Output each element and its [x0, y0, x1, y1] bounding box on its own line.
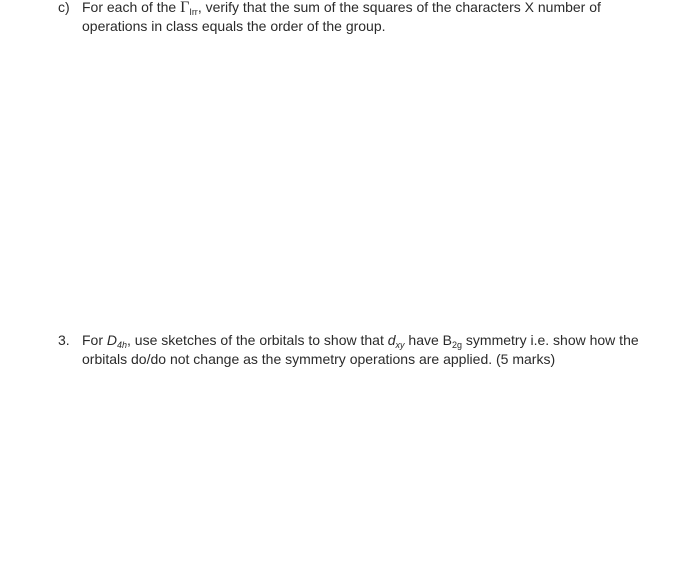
question-3	[58, 331, 658, 369]
question-c-line-1	[82, 0, 658, 17]
question-3-text	[82, 331, 658, 369]
gamma-subscript: Irr	[189, 7, 198, 17]
question-3-line-2: orbitals do/do not change as the symmetry operations are applied. (5 marks)	[82, 351, 556, 367]
question-c-text	[82, 0, 658, 36]
question-c-label: c)	[58, 0, 70, 15]
gamma-symbol: Γ	[180, 0, 190, 16]
point-group: D	[106, 332, 118, 348]
point-group-subscript: 4h	[117, 340, 128, 350]
question-c-line-1-pre: For each of the	[82, 0, 181, 15]
question-3-label: 3.	[58, 332, 70, 348]
question-3-line-1-pre: For	[82, 332, 107, 348]
orbital-symbol: d	[387, 332, 396, 348]
symmetry-subscript: 2g	[452, 340, 463, 350]
question-3-line-1-mid2: have B	[404, 332, 453, 348]
orbital-subscript: xy	[395, 340, 405, 350]
question-c-line-1-post: , verify that the sum of the squares of the characters X number of	[197, 0, 601, 15]
question-3-line-1	[82, 331, 658, 350]
question-3-line-1-post: symmetry i.e. show how the	[462, 332, 639, 348]
question-c-line-2: operations in class equals the order of the group.	[82, 18, 386, 34]
question-3-line-1-mid1: , use sketches of the orbitals to show that	[127, 332, 388, 348]
question-c	[58, 0, 658, 36]
